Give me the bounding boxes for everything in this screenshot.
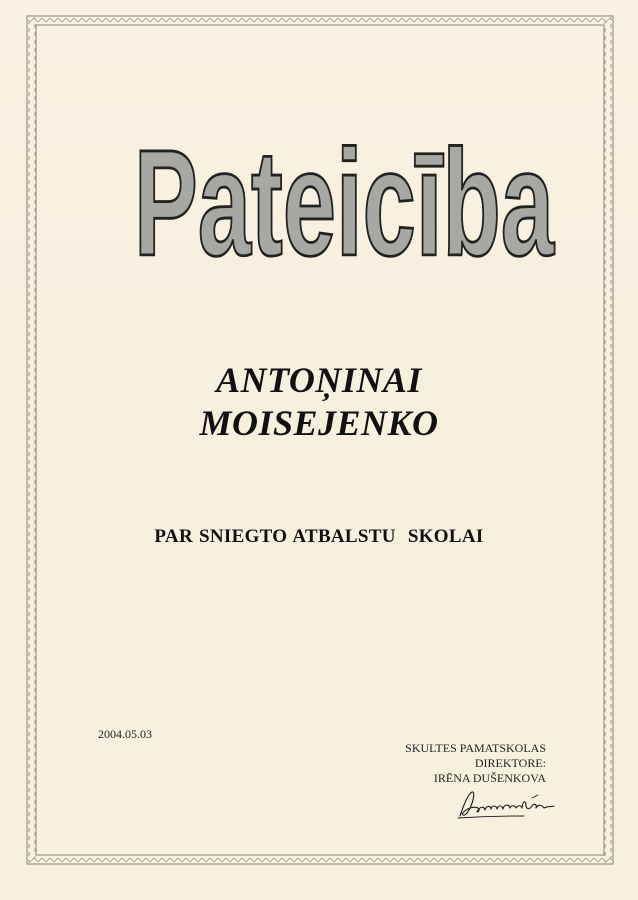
certificate-reason: PAR SNIEGTO ATBALSTU SKOLAI	[154, 526, 484, 547]
certificate-title-text: Pateicība	[134, 117, 556, 288]
signatory-block	[405, 741, 546, 786]
signatory-name: IRĒNA DUŠENKOVA	[433, 771, 546, 785]
signatory-position: DIREKTORE:	[474, 756, 546, 770]
issue-date: 2004.05.03	[98, 727, 152, 741]
certificate-title	[128, 117, 560, 288]
recipient-first-name: ANTOŅINAI	[216, 360, 422, 400]
recipient-last-name: MOISEJENKO	[199, 403, 439, 443]
school-name: SKULTES PAMATSKOLAS	[405, 741, 546, 755]
handwritten-signature	[454, 786, 562, 822]
